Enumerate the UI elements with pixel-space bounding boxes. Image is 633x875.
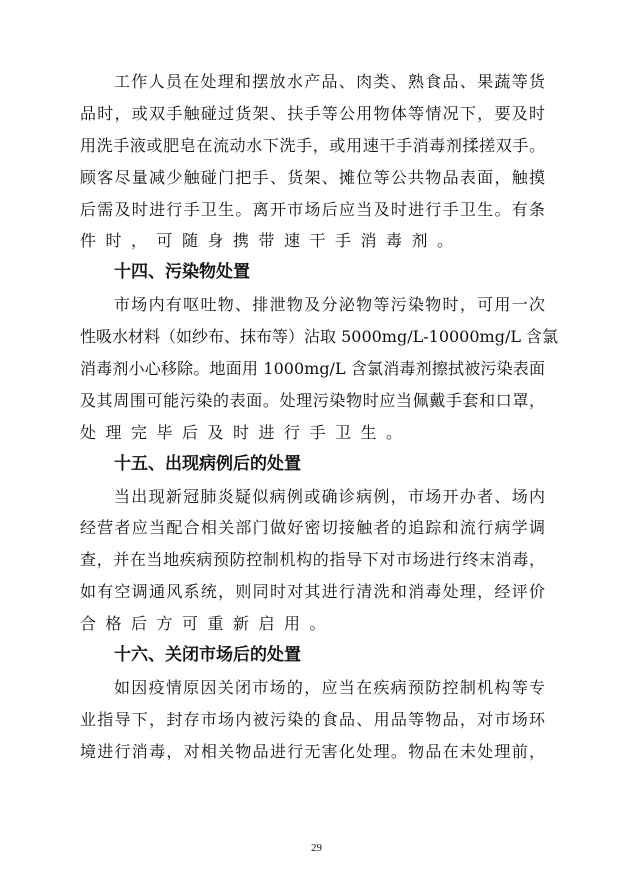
section-heading: 十五、出现病例后的处置 <box>114 453 301 474</box>
page-number: 29 <box>311 842 322 854</box>
paragraph-line: 消毒剂小心移除。地面用 1000mg/L 含氯消毒剂擦拭被污染表面 <box>80 359 545 379</box>
paragraph-line: 性吸水材料（如纱布、抹布等）沾取 5000mg/L-10000mg/L 含氯 <box>80 327 559 347</box>
paragraph-line: 经营者应当配合相关部门做好密切接触者的追踪和流行病学调 <box>80 518 545 538</box>
section-heading: 十六、关闭市场后的处置 <box>114 645 301 666</box>
paragraph-line: 及其周围可能污染的表面。处理污染物时应当佩戴手套和口罩， <box>80 390 545 410</box>
paragraph-line: 品时，或双手触碰过货架、扶手等公用物体等情况下，要及时 <box>80 103 545 123</box>
paragraph-line: 件时，可随身携带速干手消毒剂。 <box>80 231 463 251</box>
section-heading: 十四、污染物处置 <box>114 262 250 283</box>
paragraph-line: 工作人员在处理和摆放水产品、肉类、熟食品、果蔬等货 <box>114 72 545 91</box>
paragraph-line: 合格后方可重新启用。 <box>80 614 336 634</box>
document-body <box>80 66 559 768</box>
paragraph-line: 用洗手液或肥皂在流动水下洗手，或用速干手消毒剂揉搓双手。 <box>80 135 545 155</box>
paragraph-line: 后需及时进行手卫生。离开市场后应当及时进行手卫生。有条 <box>80 199 545 219</box>
paragraph-line: 如因疫情原因关闭市场的，应当在疾病预防控制机构等专 <box>114 677 545 697</box>
paragraph-line: 如有空调通风系统，则同时对其进行清洗和消毒处理，经评价 <box>80 582 545 602</box>
paragraph-line: 当出现新冠肺炎疑似病例或确诊病例，市场开办者、场内 <box>114 486 545 506</box>
paragraph-line: 业指导下，封存市场内被污染的食品、用品等物品，对市场环 <box>80 709 545 729</box>
paragraph-line: 处理完毕后及时进行手卫生。 <box>80 422 412 442</box>
paragraph-line: 境进行消毒，对相关物品进行无害化处理。物品在未处理前， <box>80 741 545 761</box>
paragraph-line: 市场内有呕吐物、排泄物及分泌物等污染物时，可用一次 <box>114 295 545 315</box>
paragraph-line: 顾客尽量减少触碰门把手、货架、摊位等公共物品表面，触摸 <box>80 167 545 187</box>
paragraph-line: 查，并在当地疾病预防控制机构的指导下对市场进行终末消毒， <box>80 550 545 570</box>
